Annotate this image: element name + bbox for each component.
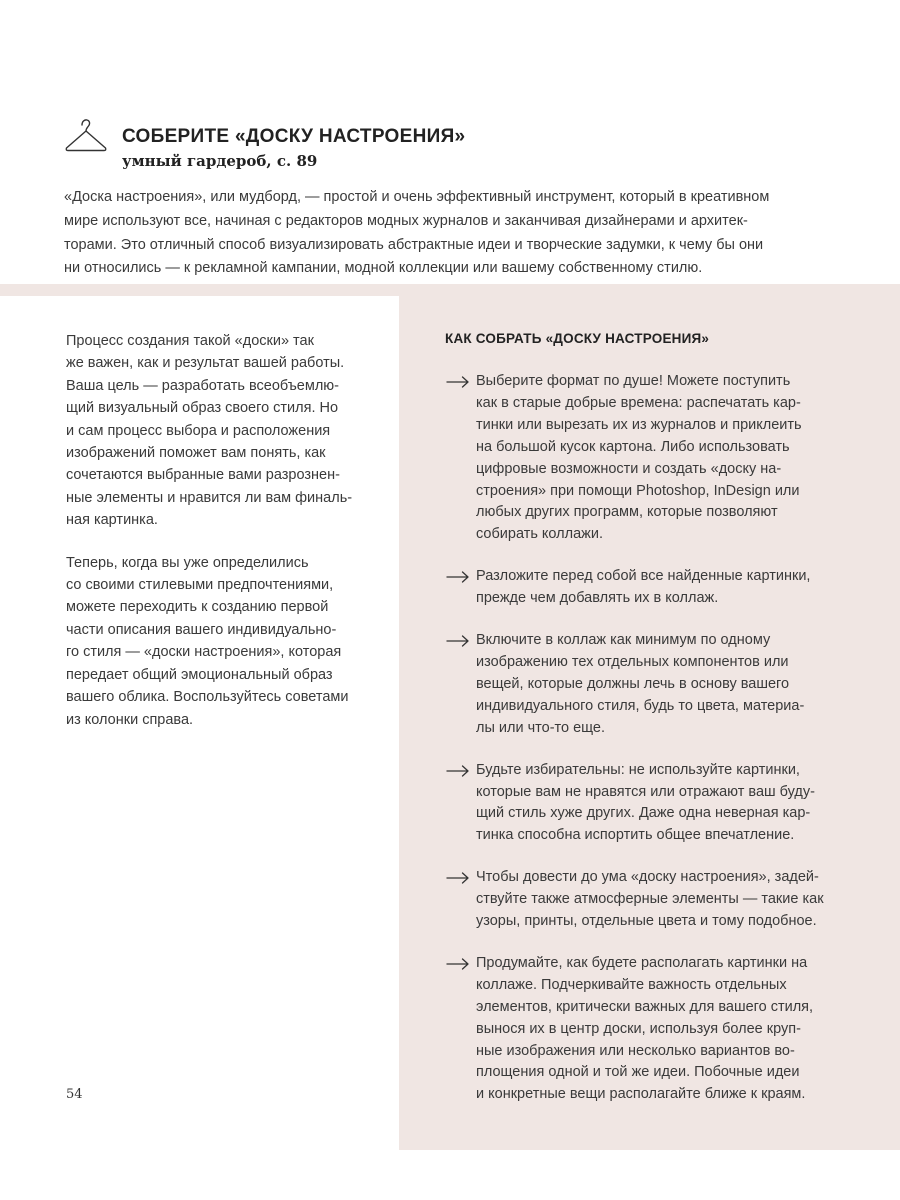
text-line: ствуйте также атмосферные элементы — такие как <box>476 891 824 908</box>
text-line: Процесс создания такой «доски» так <box>66 333 314 349</box>
text-line: щий стиль хуже других. Даже одна неверная кар- <box>476 805 811 822</box>
tips-list <box>446 371 866 1126</box>
arrow-right-icon <box>446 376 470 388</box>
cross-reference: умный гардероб, с. 89 <box>122 152 318 170</box>
text-line: со своими стилевыми предпочтениями, <box>66 577 334 594</box>
text-line: элементов, критически важных для вашего стиля, <box>476 998 814 1015</box>
tip-text <box>476 953 866 1106</box>
text-line: ные изображения или несколько вариантов во- <box>476 1042 795 1059</box>
text-line: строения» при помощи Photoshop, InDesign или <box>476 482 800 499</box>
tip-item <box>446 867 866 933</box>
text-line: коллаже. Подчеркивайте важность отдельных <box>476 976 787 993</box>
text-line: вещей, которые должны лечь в основу вашего <box>476 675 790 692</box>
text-line: как в старые добрые времена: распечатать кар- <box>476 394 801 411</box>
page-title: СОБЕРИТЕ «ДОСКУ НАСТРОЕНИЯ» <box>122 126 466 147</box>
tip-text <box>476 630 866 740</box>
tip-item <box>446 566 866 610</box>
text-line: Продумайте, как будете располагать картинки на <box>476 954 808 971</box>
text-line: «Доска настроения», или мудборд, — простой и очень эффективный инструмент, который в креативном <box>64 189 770 205</box>
text-line: ные элементы и нравится ли вам финаль- <box>66 489 353 506</box>
text-line: любых других программ, которые позволяют <box>476 504 778 521</box>
text-line: Включите в коллаж как минимум по одному <box>476 632 771 649</box>
arrow-right-icon <box>446 958 470 970</box>
text-line: лы или что-то еще. <box>476 719 606 736</box>
left-column <box>66 330 376 751</box>
page-number: 54 <box>66 1087 83 1102</box>
text-line: передает общий эмоциональный образ <box>66 666 333 683</box>
body-paragraph <box>66 330 376 532</box>
text-line: на большой кусок картона. Либо использовать <box>476 438 790 455</box>
tip-text <box>476 760 866 848</box>
text-line: щий визуальный образ своего стиля. Но <box>66 400 339 417</box>
text-line: собирать коллажи. <box>476 526 603 543</box>
text-line: прежде чем добавлять их в коллаж. <box>476 590 719 607</box>
arrow-right-icon <box>446 635 470 647</box>
arrow-right-icon <box>446 872 470 884</box>
text-line: сочетаются выбранные вами разрознен- <box>66 467 340 484</box>
text-line: и сам процесс выбора и расположения <box>66 422 331 439</box>
text-line: тинки или вырезать их из журналов и приклеить <box>476 416 802 433</box>
text-line: которые вам не нравятся или отражают ваш буду- <box>476 783 815 800</box>
arrow-right-icon <box>446 765 470 777</box>
text-line: Теперь, когда вы уже определились <box>66 554 309 571</box>
text-line: Выберите формат по душе! Можете поступить <box>476 373 791 389</box>
intro-paragraph <box>64 186 844 281</box>
text-line: индивидуального стиля, будь то цвета, материа- <box>476 697 805 714</box>
text-line: ная картинка. <box>66 512 158 529</box>
text-line: мире используют все, начиная с редакторов модных журналов и заканчивая дизайнерами и архитек- <box>64 212 748 229</box>
text-line: ни относились — к рекламной кампании, модной коллекции или вашему собственному стилю. <box>64 260 703 277</box>
tip-item <box>446 371 866 546</box>
text-line: Ваша цель — разработать всеобъемлю- <box>66 377 340 394</box>
text-line: тинка способна испортить общее впечатление. <box>476 827 795 844</box>
text-line: части описания вашего индивидуально- <box>66 621 337 638</box>
arrow-right-icon <box>446 571 470 583</box>
tip-item <box>446 953 866 1106</box>
text-line: и конкретные вещи располагайте ближе к краям. <box>476 1086 806 1103</box>
tip-item <box>446 630 866 740</box>
tip-item <box>446 760 866 848</box>
text-line: вашего облика. Воспользуйтесь советами <box>66 689 349 706</box>
sidebar-title: КАК СОБРАТЬ «ДОСКУ НАСТРОЕНИЯ» <box>445 331 710 346</box>
text-line: торами. Это отличный способ визуализировать абстрактные идеи и творческие задумки, к чему бы они <box>64 236 764 253</box>
text-line: изображению тех отдельных компонентов или <box>476 653 789 670</box>
hanger-icon <box>64 116 108 156</box>
text-line: площения одной и той же идеи. Побочные идеи <box>476 1064 800 1081</box>
text-line: можете переходить к созданию первой <box>66 599 329 616</box>
text-line: Разложите перед собой все найденные картинки, <box>476 568 811 585</box>
text-line: Чтобы довести до ума «доску настроения», задей- <box>476 869 819 886</box>
text-line: вынося их в центр доски, используя более круп- <box>476 1020 801 1037</box>
text-line: из колонки справа. <box>66 711 194 728</box>
text-line: же важен, как и результат вашей работы. <box>66 355 345 372</box>
tip-text <box>476 867 866 933</box>
text-line: го стиля — «доски настроения», которая <box>66 644 342 661</box>
body-paragraph <box>66 552 376 731</box>
text-line: Будьте избирательны: не используйте картинки, <box>476 761 800 778</box>
text-line: цифровые возможности и создать «доску на- <box>476 460 782 477</box>
tip-text <box>476 566 866 610</box>
text-line: узоры, принты, отдельные цвета и тому подобное. <box>476 913 817 930</box>
text-line: изображений поможет вам понять, как <box>66 445 326 462</box>
tip-text <box>476 371 866 546</box>
